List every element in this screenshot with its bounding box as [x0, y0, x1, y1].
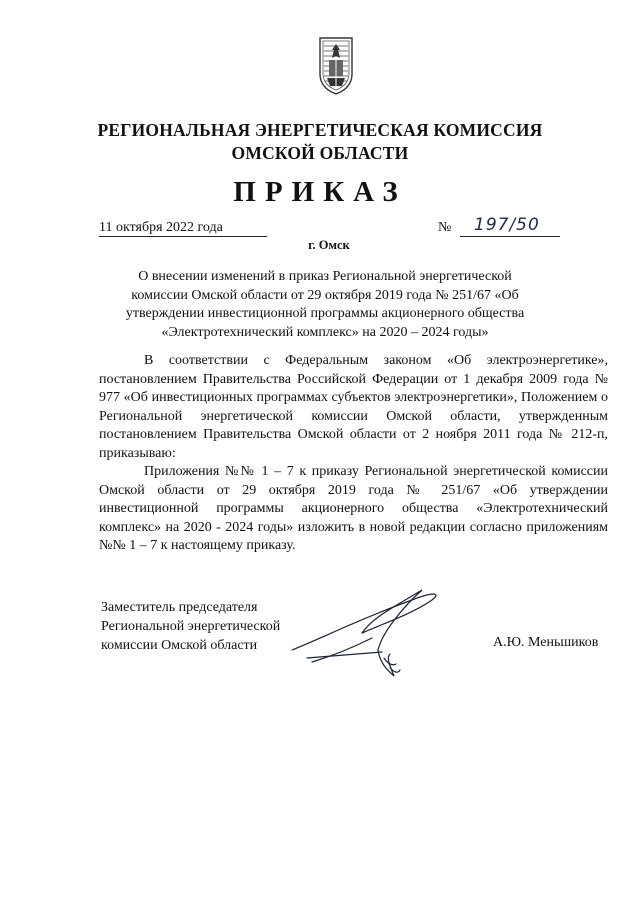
- body-paragraph: Приложения №№ 1 – 7 к приказу Региональной энергетической комиссии Омской области от 29 октября 2019 года № 251/67 «Об утверждении инвестиционной программы акционерного общества «Электротехнический комплекс» на 2020 - 2024 годы» изложить в новой редакции согласно приложениям №№ 1 – 7 к настоящему приказу.: [99, 464, 608, 553]
- subject-line: комиссии Омской области от 29 октября 2019 года № 251/67 «Об: [131, 287, 519, 303]
- document-number-handwritten: 197/50: [474, 215, 540, 235]
- body-paragraph: В соответствии с Федеральным законом «Об электроэнергетике», постановлением Правительства Российской Федерации от 1 декабря 2009 года № 977 «Об инвестиционных программах субъектов электроэнергетики», Положением о Региональной энергетической комиссии Омской области, утвержденным постановлением Правительства Омской области от 2 ноября 2011 года № 212-п, приказываю:: [99, 353, 608, 461]
- organization-name-line1: РЕГИОНАЛЬНАЯ ЭНЕРГЕТИЧЕСКАЯ КОМИССИЯ: [97, 120, 543, 140]
- document-date: 11 октября 2022 года: [99, 220, 223, 235]
- organization-name-line2: ОМСКОЙ ОБЛАСТИ: [231, 143, 409, 163]
- position-line: Региональной энергетической: [101, 619, 281, 634]
- subject-line: «Электротехнический комплекс» на 2020 – 2024 годы»: [161, 324, 489, 340]
- document-title: ПРИКАЗ: [233, 176, 407, 208]
- date-underline: [99, 236, 267, 237]
- subject-line: О внесении изменений в приказ Региональной энергетической: [138, 269, 512, 284]
- coat-of-arms-icon: [318, 34, 354, 96]
- number-underline: [460, 236, 560, 237]
- position-line: комиссии Омской области: [101, 638, 258, 653]
- document-body: [99, 352, 608, 556]
- handwritten-signature: [282, 578, 452, 688]
- signatory-position: [101, 598, 280, 655]
- subject-line: утверждении инвестиционной программы акционерного общества: [125, 306, 525, 321]
- document-number-label: №: [438, 220, 452, 235]
- signatory-name: А.Ю. Меньшиков: [493, 635, 599, 650]
- document-city: г. Омск: [308, 238, 350, 252]
- document-subject: [110, 268, 540, 342]
- position-line: Заместитель председателя: [101, 600, 258, 615]
